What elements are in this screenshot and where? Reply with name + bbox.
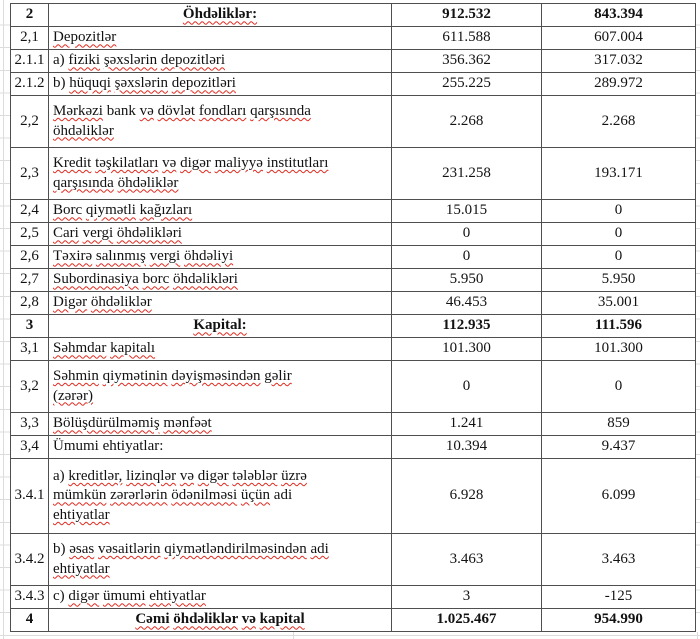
table-row (11, 292, 696, 315)
row-number-cell: 3,4 (11, 436, 49, 459)
item-label-cell (49, 534, 392, 586)
amount-cell-1: 356.362 (392, 50, 542, 73)
table-row (11, 609, 696, 632)
label-word: tələblər (232, 467, 278, 484)
amount-cell-2: 289.972 (542, 73, 696, 96)
item-label-cell (49, 200, 392, 223)
amount-cell-2: 0 (542, 223, 696, 246)
label-line (53, 293, 387, 313)
label-line (53, 28, 387, 48)
label-word: bank (106, 103, 136, 119)
label-line (53, 560, 387, 580)
label-word: digər (197, 467, 229, 484)
label-word: öhdəliklər (90, 294, 152, 311)
label-word: üzrə (281, 467, 307, 484)
amount-cell-2: 9.437 (542, 436, 696, 459)
label-word: fiziki (68, 52, 101, 69)
row-number-cell: 3,3 (11, 413, 49, 436)
amount-cell-1: 1.241 (392, 413, 542, 436)
row-number-cell: 3.4.1 (11, 459, 49, 534)
label-word: Cəmi (135, 611, 170, 628)
label-word: dəyişməsindən (171, 368, 261, 384)
label-line (53, 437, 387, 457)
amount-cell-1: 1.025.467 (392, 609, 542, 632)
amount-cell-2: 843.394 (542, 4, 696, 27)
item-label-cell (49, 4, 392, 27)
label-word: Depozitlər (53, 29, 117, 46)
amount-cell-1: 0 (392, 246, 542, 269)
item-label-cell (49, 27, 392, 50)
row-number-cell: 2,7 (11, 269, 49, 292)
amount-cell-1: 112.935 (392, 315, 542, 338)
label-line (53, 414, 387, 434)
amount-cell-1: 3.463 (392, 534, 542, 586)
label-word: Təxirə (53, 248, 93, 265)
row-number-cell: 2,3 (11, 148, 49, 200)
label-line (53, 201, 387, 221)
table-row (11, 200, 696, 223)
label-word: kreditlər, (68, 467, 123, 484)
row-number-cell: 2,4 (11, 200, 49, 223)
label-word: təşkilatları (95, 155, 159, 171)
label-word: lizinqlər (126, 467, 177, 484)
item-label-cell (49, 436, 392, 459)
amount-cell-1: 912.532 (392, 4, 542, 27)
amount-cell-2: 3.463 (542, 534, 696, 586)
table-row (11, 436, 696, 459)
label-word: üçün (240, 487, 271, 504)
row-number-cell: 2,6 (11, 246, 49, 269)
label-word: əsas (69, 541, 95, 557)
label-line (53, 467, 387, 487)
amount-cell-2: 607.004 (542, 27, 696, 50)
label-word: öhdəliyi (183, 248, 234, 265)
label-word: Borc (53, 202, 83, 219)
label-word: maliyyə (214, 155, 263, 171)
label-word: ehtiyatlar (53, 506, 110, 523)
label-word: fondları (198, 103, 247, 119)
amount-cell-1: 2.268 (392, 96, 542, 148)
label-word: şəxslərin (103, 52, 158, 69)
item-label-cell (49, 338, 392, 361)
amount-cell-2: 5.950 (542, 269, 696, 292)
label-word: Öhdəliklər: (182, 6, 258, 23)
table-row (11, 246, 696, 269)
label-line (53, 224, 387, 244)
label-word: c) (53, 588, 65, 605)
label-word: digər (68, 588, 100, 605)
table-row (11, 459, 696, 534)
label-word: Səhmin (53, 368, 99, 384)
item-label-cell (49, 459, 392, 534)
table-row (11, 50, 696, 73)
item-label-cell (49, 609, 392, 632)
sheet-gridline-stub (293, 632, 294, 639)
label-word: kağızları (139, 202, 193, 219)
amount-cell-1: 15.015 (392, 200, 542, 223)
amount-cell-2: 35.001 (542, 292, 696, 315)
item-label-cell (49, 292, 392, 315)
item-label-cell (49, 96, 392, 148)
table-row (11, 4, 696, 27)
item-label-cell (49, 50, 392, 73)
label-line (53, 486, 387, 506)
table-row (11, 96, 696, 148)
amount-cell-1: 5.950 (392, 269, 542, 292)
amount-cell-1: 101.300 (392, 338, 542, 361)
amount-cell-1: 611.588 (392, 27, 542, 50)
item-label-cell (49, 223, 392, 246)
label-word: mənfəət (163, 415, 212, 432)
row-number-cell: 3.4.2 (11, 534, 49, 586)
item-label-cell (49, 73, 392, 96)
label-word: ümumi (102, 588, 146, 605)
label-line (53, 506, 387, 526)
label-word: qiymətli (85, 202, 136, 219)
label-word: qiymətinin (102, 368, 168, 384)
amount-cell-2: 954.990 (542, 609, 696, 632)
row-number-cell: 2,8 (11, 292, 49, 315)
label-word: Kredit (53, 155, 92, 171)
item-label-cell (49, 586, 392, 609)
label-word: a) (53, 467, 65, 484)
label-word: b) (53, 541, 66, 557)
amount-cell-2: 317.032 (542, 50, 696, 73)
row-number-cell: 2.1.1 (11, 50, 49, 73)
row-number-cell: 2,5 (11, 223, 49, 246)
label-word: vergi (149, 248, 181, 265)
label-word: adi (273, 487, 293, 504)
amount-cell-2: 0 (542, 200, 696, 223)
table-body (11, 4, 696, 632)
label-word: b) (53, 75, 66, 92)
label-line (53, 122, 387, 142)
amount-cell-1: 255.225 (392, 73, 542, 96)
amount-cell-1: 46.453 (392, 292, 542, 315)
row-number-cell: 3,1 (11, 338, 49, 361)
table-row (11, 338, 696, 361)
table-row (11, 413, 696, 436)
label-line (53, 174, 387, 194)
label-word: Mərkəzi (53, 103, 103, 119)
label-word: öhdəlikləri (116, 225, 182, 242)
row-number-cell: 2,1 (11, 27, 49, 50)
label-word: hüquqi (69, 75, 111, 92)
sheet-gridline-stub (697, 632, 698, 639)
label-word: (zərər) (53, 387, 93, 404)
label-word: kapital (259, 611, 305, 628)
row-number-cell: 3.4.3 (11, 586, 49, 609)
label-word: zərərlərin (110, 487, 168, 504)
label-word: Kapital: (193, 317, 247, 334)
amount-cell-2: 0 (542, 246, 696, 269)
row-number-cell: 2,2 (11, 96, 49, 148)
table-row (11, 534, 696, 586)
label-line (53, 51, 387, 71)
table-row (11, 269, 696, 292)
table-row (11, 223, 696, 246)
amount-cell-2: -125 (542, 586, 696, 609)
label-word: salınmış (95, 248, 146, 265)
amount-cell-2: 6.099 (542, 459, 696, 534)
balance-sheet-table (10, 3, 696, 632)
label-word: öhdəliklər (173, 611, 238, 628)
label-line (53, 270, 387, 290)
amount-cell-1: 6.928 (392, 459, 542, 534)
amount-cell-1: 231.258 (392, 148, 542, 200)
label-word: ehtiyatlar: (102, 438, 164, 455)
row-number-cell: 3 (11, 315, 49, 338)
label-line (53, 5, 387, 25)
amount-cell-1: 3 (392, 586, 542, 609)
amount-cell-1: 0 (392, 361, 542, 413)
label-word: borc (142, 271, 170, 288)
amount-cell-2: 101.300 (542, 338, 696, 361)
label-word: qarşısında (53, 174, 114, 191)
item-label-cell (49, 361, 392, 413)
table-row (11, 586, 696, 609)
item-label-cell (49, 413, 392, 436)
label-word: qiymətləndirilməsindən (164, 541, 307, 557)
label-word: vəsaitlərin (98, 541, 161, 557)
amount-cell-1: 10.394 (392, 436, 542, 459)
label-word: Cari (53, 225, 79, 242)
label-word: mümkün (53, 487, 107, 504)
label-word: öhdəliklər (117, 174, 179, 191)
label-word: Bölüşdürülməmiş (53, 415, 160, 432)
row-number-cell: 4 (11, 609, 49, 632)
label-word: ehtiyatlar (149, 588, 206, 605)
label-line (53, 316, 387, 336)
label-word: və (241, 611, 256, 628)
label-line (53, 587, 387, 607)
item-label-cell (49, 315, 392, 338)
item-label-cell (49, 148, 392, 200)
label-word: digər (180, 155, 211, 171)
label-word: depozitləri (171, 75, 236, 92)
label-word: kapitalı (110, 340, 156, 357)
label-word: institutları (266, 155, 329, 171)
item-label-cell (49, 246, 392, 269)
amount-cell-2: 193.171 (542, 148, 696, 200)
label-word: ödənilməsi (171, 487, 238, 504)
amount-cell-2: 859 (542, 413, 696, 436)
label-word: qarşısında (250, 103, 311, 119)
label-word: depozitləri (160, 52, 226, 69)
table-row (11, 361, 696, 413)
label-word: dövlət (157, 103, 196, 119)
label-line (53, 387, 387, 407)
label-line (53, 102, 387, 122)
table-row (11, 73, 696, 96)
label-word: Ümumi (53, 438, 99, 455)
label-word: vergi (82, 225, 114, 242)
label-word: a) (53, 52, 65, 69)
label-word: və (139, 103, 154, 119)
table-row (11, 27, 696, 50)
label-line (53, 339, 387, 359)
label-word: ehtiyatlar (53, 560, 110, 577)
label-word: və (179, 467, 195, 484)
amount-cell-2: 0 (542, 361, 696, 413)
label-line (53, 610, 387, 630)
label-word: Səhmdar (53, 340, 107, 357)
label-line (53, 247, 387, 267)
label-word: və (162, 155, 177, 171)
amount-cell-2: 111.596 (542, 315, 696, 338)
label-line (53, 74, 387, 94)
row-number-cell: 2 (11, 4, 49, 27)
label-word: gəlir (264, 368, 292, 384)
label-word: Digər (53, 294, 88, 311)
amount-cell-1: 0 (392, 223, 542, 246)
table-row (11, 148, 696, 200)
label-line (53, 540, 387, 560)
table-row (11, 315, 696, 338)
label-word: adi (310, 541, 329, 557)
amount-cell-2: 2.268 (542, 96, 696, 148)
label-line (53, 367, 387, 387)
label-word: Subordinasiya (53, 271, 139, 288)
row-number-cell: 2.1.2 (11, 73, 49, 96)
item-label-cell (49, 269, 392, 292)
label-word: şəxslərin (114, 75, 168, 92)
label-word: öhdəlikləri (172, 271, 238, 288)
label-line (53, 154, 387, 174)
row-number-cell: 3,2 (11, 361, 49, 413)
label-word: öhdəliklər (53, 122, 114, 139)
